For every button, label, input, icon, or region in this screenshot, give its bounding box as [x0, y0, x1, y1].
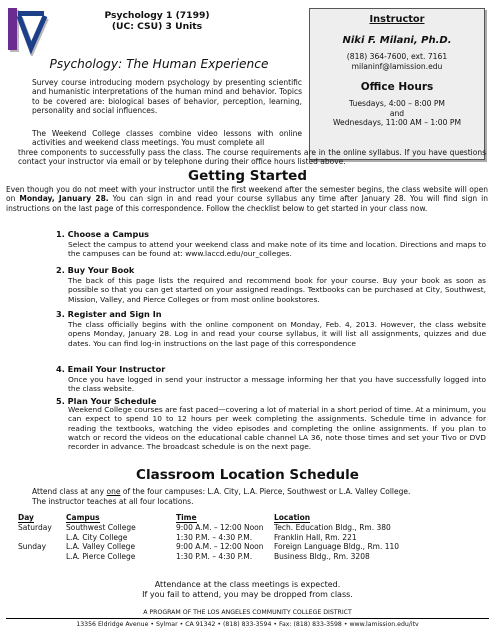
instructor-name: Niki F. Milani, Ph.D.: [342, 35, 452, 46]
course-header: [62, 10, 252, 32]
day-cell: Sunday: [18, 542, 47, 552]
itv-logo: [6, 6, 50, 56]
course-number: Psychology 1 (7199): [104, 10, 210, 21]
step-body: The class officially begins with the online component on Monday, Feb. 4, 2013. However, the class website opens Monday, January 28. Log in and read your course syllabus, it will list all assignments, quizzes and due dates. You can find log-in instructions on the last page of this correspondence: [68, 320, 486, 348]
location-cell: Foreign Language Bldg., Rm. 110: [274, 542, 400, 552]
schedule-heading: Classroom Location Schedule: [136, 467, 359, 483]
column-header: Campus: [66, 513, 100, 522]
column-header: Location: [274, 513, 311, 522]
table-row: [18, 542, 488, 552]
table-header-row: [18, 513, 488, 523]
campus-cell: L.A. City College: [66, 532, 128, 542]
table-row: [18, 552, 488, 562]
instructor-box: [309, 8, 485, 160]
step-title: 4. Email Your Instructor: [56, 364, 166, 374]
office-hours-line: Tuesdays, 4:00 – 8:00 PM: [349, 99, 445, 108]
getting-started-intro: Even though you do not meet with your instructor until the first weekend after the semester begins, the class website will open on Monday, January 28. You can sign in and read your course syllabus any time after January 28. You will find sign in instructions on the last page of this correspondence. Follow the checklist below to get started in your class now.: [6, 185, 489, 213]
course-description: Survey course introducing modern psychology by presenting scientific and humanistic interpretations of the human mind and behavior. Topics to be covered are: biological bases of behavior, perception, learning, personality and social influences.: [32, 78, 302, 115]
table-row: [18, 533, 488, 543]
course-title: Psychology: The Human Experience: [49, 57, 269, 71]
day-cell: [18, 533, 66, 543]
location-cell: Franklin Hall, Rm. 221: [274, 532, 357, 542]
day-cell: [18, 552, 66, 562]
table-row: [18, 523, 488, 533]
office-hours-line: and: [389, 108, 405, 118]
course-units: (UC: CSU) 3 Units: [111, 21, 203, 32]
step-body: The back of this page lists the required and recommend book for your course. Buy your book as soon as possible so that you can get started on your assigned readings. Textbooks can be purchased at City, Southwest, Mission, Valley, and Pierce Colleges or from most online bookstores.: [68, 276, 486, 304]
campus-cell: L.A. Pierce College: [66, 552, 136, 562]
step-title: 5. Plan Your Schedule: [56, 396, 157, 406]
attendance-notice: Attendance at the class meetings is expected.: [154, 580, 341, 589]
schedule-table: [18, 513, 488, 562]
time-cell: 1:30 P.M. – 4:30 P.M.: [176, 552, 253, 562]
getting-started-heading: Getting Started: [188, 168, 307, 184]
column-header: Day: [18, 513, 34, 522]
office-hours-heading: Office Hours: [360, 81, 434, 93]
column-header: Time: [176, 513, 197, 522]
attendance-instructions: Attend class at any one of the four campuses: L.A. City, L.A. Pierce, Southwest or L.A. Valley College. The instructor teaches at all four locations.: [32, 487, 411, 506]
instructor-email: milaninf@lamission.edu: [351, 61, 443, 71]
drop-warning: If you fail to attend, you may be dropped from class.: [142, 590, 353, 599]
footer-divider: [6, 618, 489, 619]
footer-address: 13356 Eldridge Avenue • Sylmar • CA 91342 • (818) 833-3594 • Fax: (818) 833-3598 • www.lamission.edu/itv: [76, 621, 419, 628]
footer-program: A PROGRAM OF THE LOS ANGELES COMMUNITY COLLEGE DISTRICT: [143, 609, 352, 616]
time-cell: 9:00 A.M. – 12:00 Noon: [176, 522, 264, 532]
day-cell: Saturday: [18, 522, 52, 532]
weekend-college-paragraph-continued: three components to successfully pass the class. The course requirements are in the online syllabus. If you have questions contact your instructor via email or by telephone during their office hours listed above.: [18, 148, 486, 167]
campus-cell: L.A. Valley College: [66, 542, 136, 552]
office-hours-line: Wednesdays, 11:00 AM – 1:00 PM: [332, 118, 461, 127]
location-cell: Tech. Education Bldg., Rm. 380: [274, 522, 391, 532]
step-body: Once you have logged in send your instructor a message informing her that you have successfully logged into the class website.: [68, 375, 486, 394]
step-title: 2. Buy Your Book: [56, 265, 135, 275]
location-cell: Business Bldg., Rm. 3208: [274, 552, 370, 562]
instructor-phone: (818) 364-7600, ext. 7161: [346, 52, 448, 61]
step-title: 3. Register and Sign In: [56, 309, 162, 319]
instructor-heading: Instructor: [369, 14, 425, 25]
campus-cell: Southwest College: [66, 522, 136, 532]
step-body: Select the campus to attend your weekend class and make note of its time and location. Directions and maps to the campuses can be found at: www.laccd.edu/our_colleges.: [68, 240, 486, 259]
time-cell: 1:30 P.M. – 4:30 P.M.: [176, 532, 253, 542]
weekend-college-paragraph: The Weekend College classes combine video lessons with online activities and weekend class meetings. You must complete all: [32, 129, 302, 148]
time-cell: 9:00 A.M. – 12:00 Noon: [176, 542, 264, 552]
step-title: 1. Choose a Campus: [56, 229, 150, 239]
step-body: Weekend College courses are fast paced—covering a lot of material in a short period of time. At a minimum, you can expect to spend 10 to 12 hours per week completing the assignments. Schedule time in advance for reading the textbooks, watching the video episodes and completing the online assignments. If you plan to watch or record the videos on the educational cable channel LA 36, note those times and set your Tivo or DVD recorder in advance. The broadcast schedule is on the next page.: [68, 405, 486, 452]
